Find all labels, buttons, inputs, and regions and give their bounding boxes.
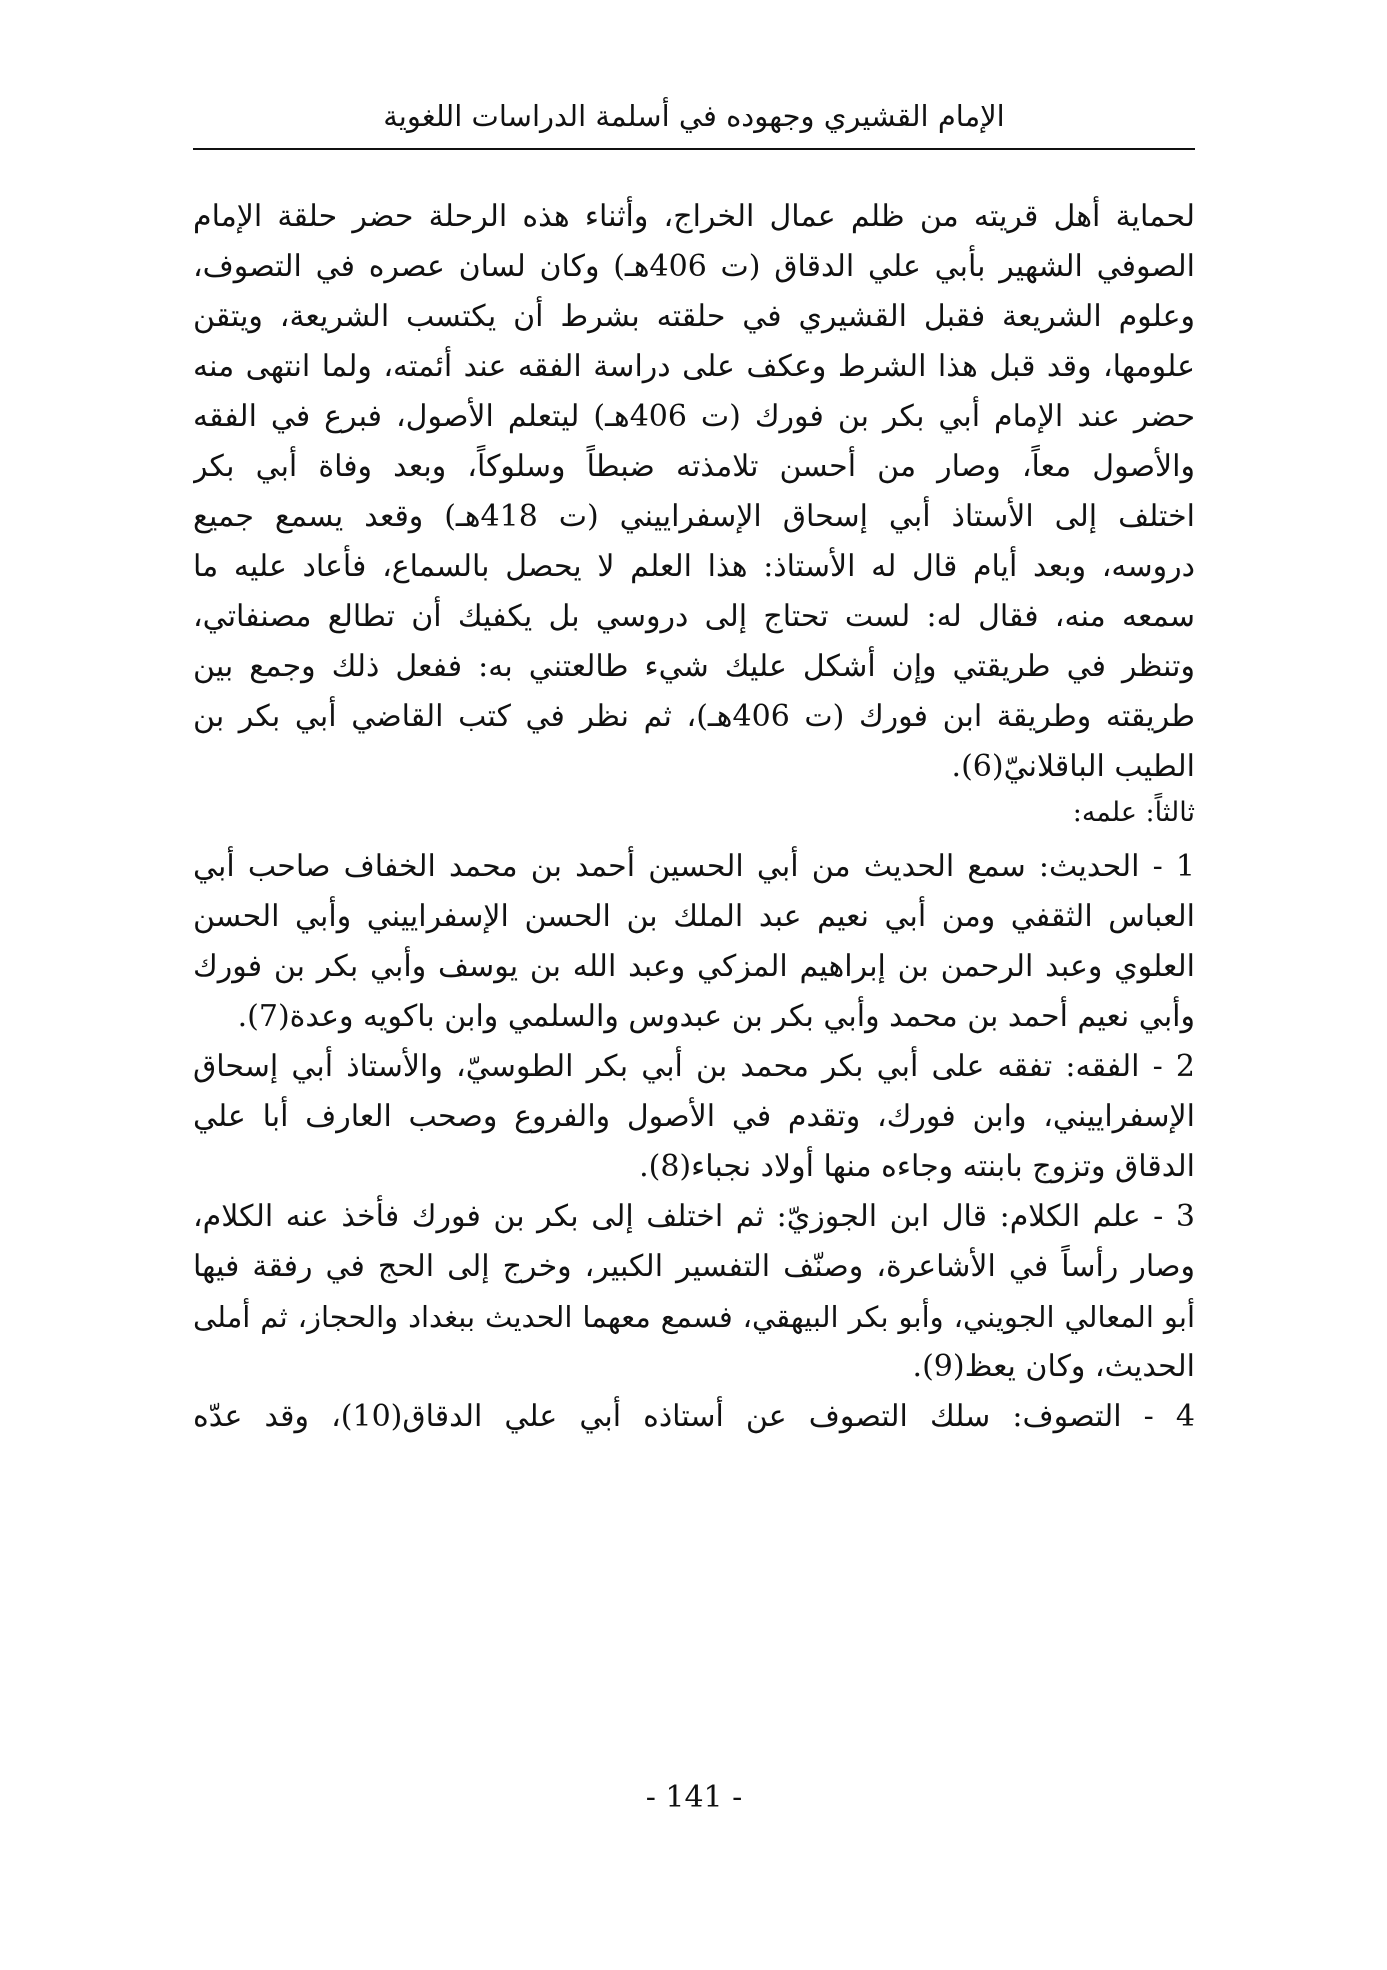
text-line: 2 - الفقه: تفقه على أبي بكر محمد بن أبي بكر الطوسيّ، والأستاذ أبي إسحاق (193, 1049, 1195, 1084)
text-line: أبو المعالي الجويني، وأبو بكر البيهقي، فسمع معهما الحديث ببغداد والحجاز، ثم أملى (193, 1300, 1195, 1334)
text-line: اختلف إلى الأستاذ أبي إسحاق الإسفراييني (ت 418هـ) وقعد يسمع جميع (193, 499, 1195, 534)
text-line: العلوي وعبد الرحمن بن إبراهيم المزكي وعبد الله بن يوسف وأبي بكر بن فورك (193, 949, 1195, 984)
text-line: الطيب الباقلانيّ(6). (951, 749, 1195, 784)
text-line: لحماية أهل قريته من ظلم عمال الخراج، وأثناء هذه الرحلة حضر حلقة الإمام (193, 199, 1195, 234)
list-item-fiqh (193, 1042, 1195, 1192)
text-line: وصار رأساً في الأشاعرة، وصنّف التفسير الكبير، وخرج إلى الحج في رفقة فيها (193, 1249, 1195, 1284)
text-line: الدقاق وتزوج بابنته وجاءه منها أولاد نجباء(8). (639, 1149, 1195, 1184)
text-line: الصوفي الشهير بأبي علي الدقاق (ت 406هـ) وكان لسان عصره في التصوف، (193, 249, 1195, 284)
header-divider (193, 148, 1195, 150)
text-line: والأصول معاً، وصار من أحسن تلامذته ضبطاً وسلوكاً، وبعد وفاة أبي بكر (193, 449, 1195, 484)
text-line: 3 - علم الكلام: قال ابن الجوزيّ: ثم اختلف إلى بكر بن فورك فأخذ عنه الكلام، (193, 1199, 1195, 1234)
text-line: 1 - الحديث: سمع الحديث من أبي الحسين أحمد بن محمد الخفاف صاحب أبي (193, 849, 1195, 884)
text-line: سمعه منه، فقال له: لست تحتاج إلى دروسي بل يكفيك أن تطالع مصنفاتي، (193, 599, 1195, 634)
page-number: - 141 - (645, 1780, 743, 1815)
text-line: وأبي نعيم أحمد بن محمد وأبي بكر بن عبدوس والسلمي وابن باكويه وعدة(7). (237, 999, 1195, 1034)
text-line: حضر عند الإمام أبي بكر بن فورك (ت 406هـ) ليتعلم الأصول، فبرع في الفقه (193, 399, 1195, 434)
text-line: الإسفراييني، وابن فورك، وتقدم في الأصول والفروع وصحب العارف أبا علي (193, 1099, 1195, 1134)
text-line: الحديث، وكان يعظ(9). (912, 1349, 1195, 1384)
list-item-tasawwuf (193, 1392, 1195, 1442)
text-line: وتنظر في طريقتي وإن أشكل عليك شيء طالعتني به: ففعل ذلك وجمع بين (193, 649, 1195, 684)
list-item-kalam (193, 1192, 1195, 1392)
text-line: العباس الثقفي ومن أبي نعيم عبد الملك بن الحسن الإسفراييني وأبي الحسن (193, 899, 1195, 934)
text-line: 4 - التصوف: سلك التصوف عن أستاذه أبي علي الدقاق(10)، وقد عدّه (193, 1399, 1195, 1434)
section-heading: ثالثاً: علمه: (1072, 797, 1195, 828)
text-line: طريقته وطريقة ابن فورك (ت 406هـ)، ثم نظر في كتب القاضي أبي بكر بن (193, 699, 1195, 734)
body-text (193, 192, 1195, 1442)
text-line: وعلوم الشريعة فقبل القشيري في حلقته بشرط أن يكتسب الشريعة، ويتقن (193, 299, 1195, 334)
list-item-hadith (193, 842, 1195, 1042)
text-line: دروسه، وبعد أيام قال له الأستاذ: هذا العلم لا يحصل بالسماع، فأعاد عليه ما (193, 549, 1195, 584)
text-line: علومها، وقد قبل هذا الشرط وعكف على دراسة الفقه عند أئمته، ولما انتهى منه (193, 349, 1195, 384)
running-header: الإمام القشيري وجهوده في أسلمة الدراسات اللغوية (383, 99, 1005, 133)
